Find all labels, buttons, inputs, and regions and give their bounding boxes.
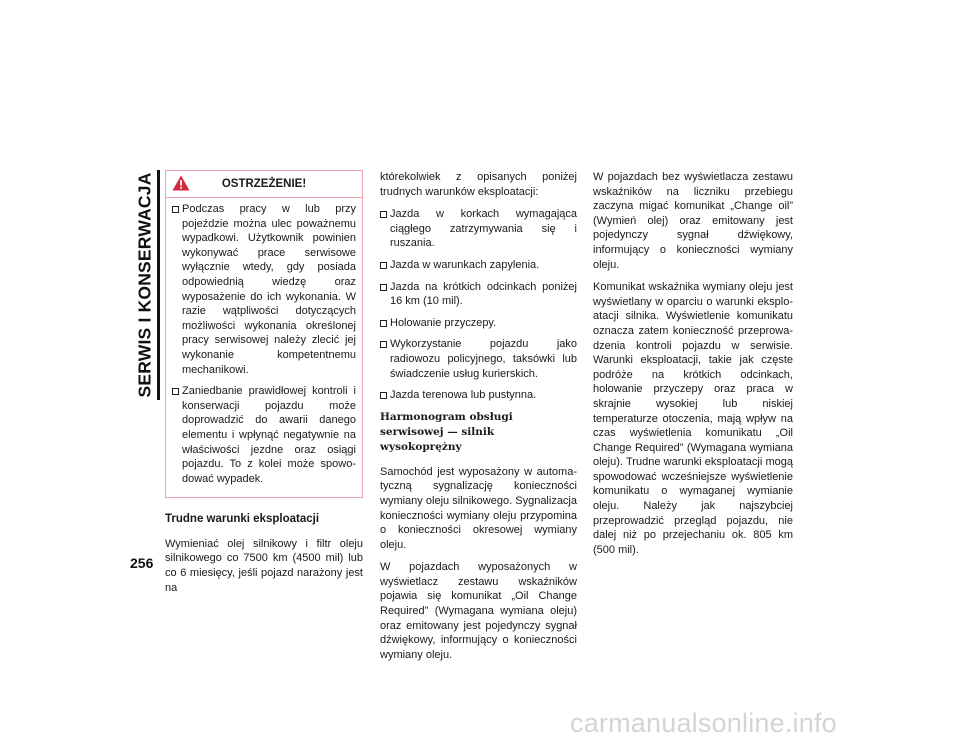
- warning-box: [165, 170, 363, 498]
- condition-text: Jazda w warunkach zapylenia.: [390, 258, 540, 271]
- warning-item: [172, 384, 356, 486]
- warning-header: [166, 171, 362, 198]
- checkbox-bullet-icon: [380, 211, 387, 218]
- column-left: [165, 170, 363, 603]
- checkbox-bullet-icon: [172, 206, 179, 213]
- watermark: carmanualsonline.info: [570, 708, 837, 738]
- warning-triangle-icon: [172, 175, 190, 191]
- condition-item: [380, 388, 577, 403]
- column-middle: [380, 170, 577, 670]
- page-number: 256: [130, 555, 154, 571]
- paragraph-schedule-1: Samochód jest wyposażony w automatyczną sygnalizację konieczności wymiany oleju silnikowego. Sygnalizacja konieczności wymiany oleju przypomina o konieczności okresowej wymiany oleju.: [380, 465, 577, 551]
- heading-diesel-schedule: Harmonogram obsługi serwisowej — silnik wysokoprężny: [380, 410, 513, 453]
- warning-title: OSTRZEŻENIE!: [221, 178, 307, 190]
- heading-severe-conditions: Trudne warunki eksploatacji: [165, 513, 320, 526]
- checkbox-bullet-icon: [380, 320, 387, 327]
- paragraph-no-display: W pojazdach bez wyświetlacza zestawu wskaźników na liczniku przebiegu zaczyna migać komunikat „Change oil” (Wymień olej) oraz emitowany jest pojedynczy sygnał dźwiękowy, informujący o konieczności wymiany oleju.: [593, 171, 793, 271]
- paragraph-indicator-info: Komunikat wskaźnika wymiany oleju jest wyświetlany w oparciu o warunki eksploatacji silnika. Wyświetlenie komunikatu oznacza zatem konieczność przeprowadzenia kontroli pojazdu w serwisie. Warunki eksploatacji, takie jak częste podróże na krótkich odcinkach, holowanie przyczepy oraz praca w skrajnie wysokiej lub niskiej temperaturze otoczenia, mają wpływ na czas wyświetlenia komunikatu „Oil Change Required” (Wymagana wymiana oleju). Trudne warunki eksploatacji mogą spowodować wcześniejsze wyświetlenie komunikatu o wymaganej wymianie oleju. Należy jak najszybciej przeprowadzić przegląd pojazdu, nie dalej niż po przejechaniu ok. 805 km (500 mil).: [593, 281, 793, 556]
- column-right: [593, 170, 793, 565]
- paragraph-severe-conditions: Wymieniać olej silnikowy i filtr oleju silnikowego co 7500 km (4500 mil) lub co 6 miesięcy, jeśli pojazd narażony jest na: [165, 537, 363, 594]
- checkbox-bullet-icon: [380, 341, 387, 348]
- checkbox-bullet-icon: [172, 388, 179, 395]
- checkbox-bullet-icon: [380, 262, 387, 269]
- condition-text: Jazda na krótkich odcinkach poniżej 16 km (10 mil).: [390, 280, 577, 308]
- checkbox-bullet-icon: [380, 284, 387, 291]
- warning-list: [166, 198, 362, 497]
- condition-item: [380, 280, 577, 309]
- condition-item: [380, 337, 577, 381]
- condition-text: Holowanie przyczepy.: [390, 316, 497, 329]
- condition-item: [380, 258, 577, 273]
- condition-text: Jazda terenowa lub pustynna.: [390, 389, 537, 402]
- condition-item: [380, 207, 577, 251]
- warning-item-text: Podczas pracy w lub przy pojeździe można ulec poważnemu wypadkowi. Użytkownik powinien wykonywać prace serwisowe wyłącznie wtedy, gdy posiada odpowiednią wiedzę oraz wyposażenie do ich wykonania. W razie wątpliwości dotyczących możliwości wykonania określonej pracy serwisowej należy zlecić jej wykonanie kompetentnemu mechanikowi.: [182, 203, 356, 376]
- paragraph-schedule-2: W pojazdach wyposażonych w wyświetlacz zestawu wskaźników pojawia się komunikat „Oil Change Required” (Wymagana wymiana oleju) oraz emitowany jest pojedynczy sygnał dźwiękowy, informujący o konieczności wymiany oleju.: [380, 561, 577, 661]
- warning-item-text: Zaniedbanie prawidłowej kontroli i konserwacji pojazdu może doprowadzić do awarii danego elementu i wpłynąć negatywnie na właściwości jezdne oraz osiągi pojazdu. To z kolei może spowodować wypadek.: [182, 385, 356, 485]
- conditions-list: [380, 207, 577, 403]
- condition-text: Jazda w korkach wymagająca ciągłego zatrzymywania się i ruszania.: [390, 208, 577, 250]
- paragraph-severe-continued: którekolwiek z opisanych poniżej trudnych warunków eksploatacji:: [380, 171, 577, 198]
- warning-item: [172, 202, 356, 377]
- section-title: SERWIS I KONSERWACJA: [134, 172, 155, 398]
- condition-text: Wykorzystanie pojazdu jako radiowozu policyjnego, taksówki lub świadczenie usług kurierskich.: [390, 338, 577, 380]
- checkbox-bullet-icon: [380, 392, 387, 399]
- condition-item: [380, 316, 577, 331]
